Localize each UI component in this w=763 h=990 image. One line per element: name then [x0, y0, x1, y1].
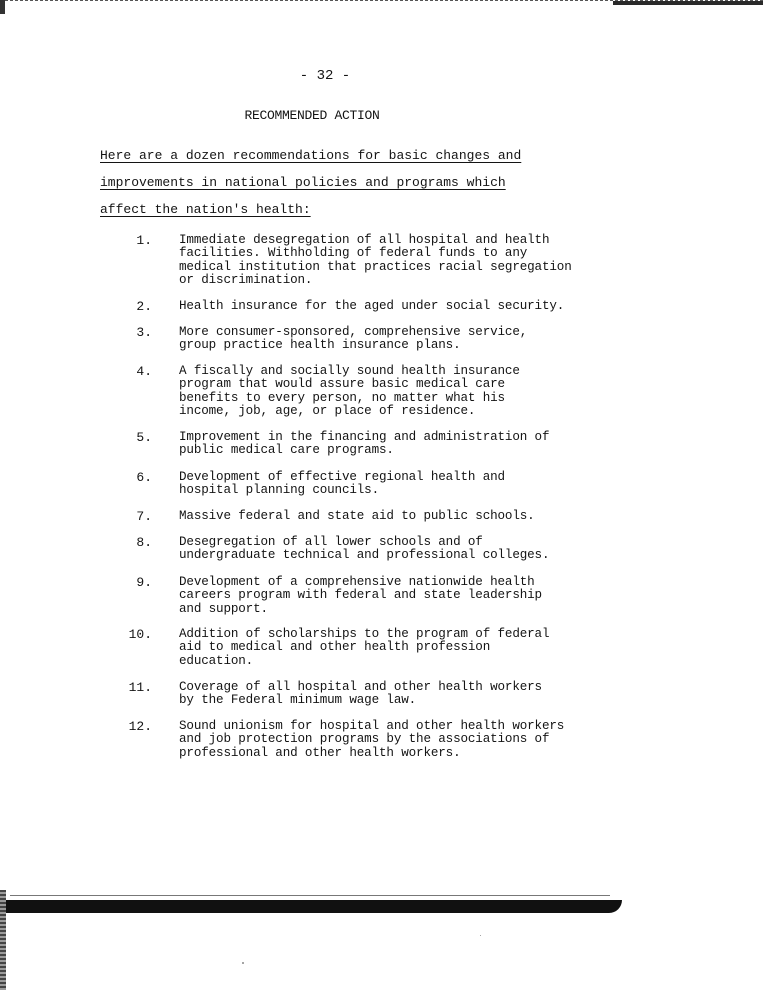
item-number: 11. [128, 680, 152, 695]
item-text: Addition of scholarships to the program of federal aid to medical and other health profession education. [179, 627, 550, 668]
item-number: 2. [136, 299, 152, 314]
scan-corner-mark [0, 0, 5, 14]
item-number: 12. [128, 719, 152, 734]
page-number: - 32 - [299, 68, 351, 84]
item-number: 7. [136, 509, 152, 524]
intro-line-1: Here are a dozen recommendations for basic changes and [100, 148, 522, 163]
intro-line-3: affect the nation's health: [100, 202, 311, 217]
scan-top-edge [0, 0, 763, 9]
item-number: 1. [136, 233, 152, 248]
scan-left-edge [0, 890, 6, 990]
item-text: Desegregation of all lower schools and of undergraduate technical and professional colleges. [179, 535, 550, 563]
item-number: 8. [136, 535, 152, 550]
item-text: A fiscally and socially sound health insurance program that would assure basic medical care benefits to every person, no matter what his income, job, age, or place of residence. [179, 364, 520, 419]
item-number: 9. [136, 575, 152, 590]
item-text: Development of a comprehensive nationwide health careers program with federal and state leadership and support. [179, 575, 542, 616]
item-number: 5. [136, 430, 152, 445]
scan-bottom-line [10, 895, 610, 896]
item-number: 3. [136, 325, 152, 340]
item-number: 10. [128, 627, 152, 642]
item-text: Sound unionism for hospital and other health workers and job protection programs by the associations of professional and other health workers. [179, 719, 565, 760]
item-text: Coverage of all hospital and other health workers by the Federal minimum wage law. [179, 680, 542, 708]
intro-line-2: improvements in national policies and programs which [100, 175, 506, 190]
item-number: 4. [136, 364, 152, 379]
item-text: More consumer-sponsored, comprehensive service, group practice health insurance plans. [179, 325, 528, 353]
item-text: Immediate desegregation of all hospital and health facilities. Withholding of federal funds to any medical institution that practices racial segregation or discrimination. [179, 233, 572, 288]
scan-bottom-bar [4, 900, 622, 913]
section-heading: RECOMMENDED ACTION [244, 108, 380, 123]
item-text: Development of effective regional health and hospital planning councils. [179, 470, 505, 498]
item-text: Massive federal and state aid to public schools. [179, 509, 535, 523]
item-text: Improvement in the financing and administration of public medical care programs. [179, 430, 550, 458]
item-number: 6. [136, 470, 152, 485]
scan-speck [242, 962, 244, 964]
scan-speck [480, 935, 481, 936]
item-text: Health insurance for the aged under social security. [179, 299, 565, 313]
